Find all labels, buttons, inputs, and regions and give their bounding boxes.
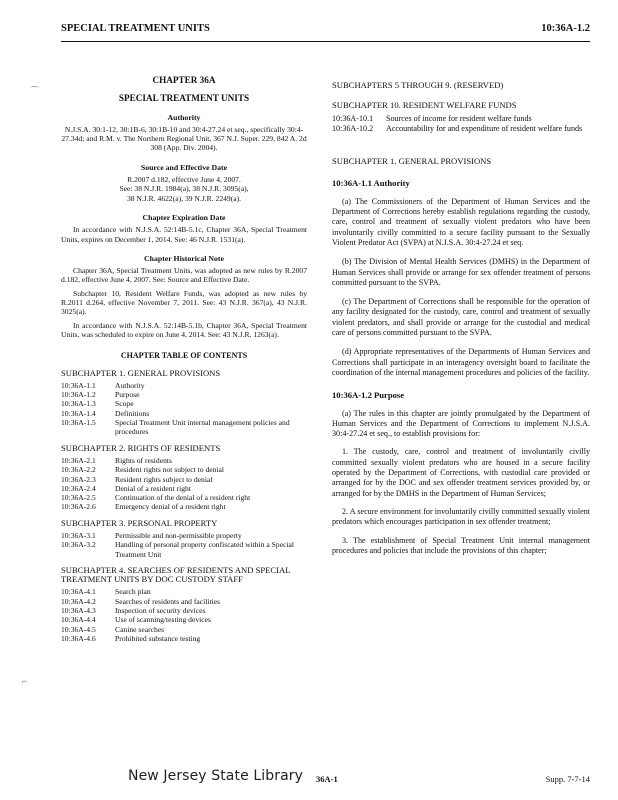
section-number: 10:36A-10.2 xyxy=(332,123,374,133)
section-title: Authority xyxy=(115,380,145,390)
supplement-date: Supp. 7-7-14 xyxy=(545,774,590,784)
table-of-contents xyxy=(61,369,307,644)
section-title: Purpose xyxy=(115,390,140,400)
history-label: Chapter Historical Note xyxy=(144,253,224,263)
toc-entry xyxy=(61,606,307,615)
right-column xyxy=(332,74,590,564)
toc-entry xyxy=(61,625,307,634)
section-number: 10:36A-2.4 xyxy=(61,483,96,493)
toc-entry xyxy=(61,615,307,624)
section-number: 10:36A-4.6 xyxy=(61,633,96,643)
expiration-label: Chapter Expiration Date xyxy=(142,212,226,222)
library-stamp: New Jersey State Library xyxy=(128,768,303,784)
section-title: Canine searches xyxy=(115,624,165,634)
toc-entry xyxy=(61,381,307,390)
section-title: Special Treatment Unit internal management policies and procedures xyxy=(115,418,290,437)
toc-entry xyxy=(61,540,307,559)
section-title: Searches of residents and facilities xyxy=(115,596,221,606)
toc-entry xyxy=(332,124,590,134)
toc-entry xyxy=(332,114,590,124)
section-paragraph: (a) The rules in this chapter are jointly promulgated by the Department of Human Services and the Department of Corrections to implement N.J.S.A. 30:4-27.24 et seq., to establish provisions for: xyxy=(332,408,590,439)
scan-mark-icon: ⌐ xyxy=(22,676,28,686)
section-title: Emergency denial of a resident right xyxy=(115,502,226,512)
section-title: Handling of personal property confiscated within a Special Treatment Unit xyxy=(115,540,295,559)
section-paragraph: (b) The Division of Mental Health Services (DMHS) in the Department of Human Services shall provide or arrange for sex offender treatment of persons committed pursuant to the SVPA. xyxy=(332,257,590,287)
section-number: 10:36A-1.2 xyxy=(61,390,96,400)
section-number: 10:36A-1.1 xyxy=(61,380,96,390)
section-number: 10:36A-2.2 xyxy=(61,465,96,475)
chapter-title: SPECIAL TREATMENT UNITS xyxy=(118,93,250,104)
source-line: 38 N.J.R. 4622(a), 39 N.J.R. 2249(a). xyxy=(126,193,242,203)
header-section: 10:36A-1.2 xyxy=(541,23,590,34)
section-title: Continuation of the denial of a resident right xyxy=(115,493,251,503)
section-title: Sources of income for resident welfare funds xyxy=(386,113,532,123)
section-number: 10:36A-1.5 xyxy=(61,418,96,428)
toc-subchapter-list xyxy=(61,456,307,512)
section-number: 10:36A-3.1 xyxy=(61,530,96,540)
expiration-text: In accordance with N.J.S.A. 52:14B-5.1c, Chapter 36A, Special Treatment Units, expires on December 1, 2014. See: 46 N.J.R. 1531(a). xyxy=(61,225,307,244)
section-title: Permissible and non-permissible property xyxy=(115,530,242,540)
section-number: 10:36A-4.1 xyxy=(61,587,96,597)
section-paragraph: (d) Appropriate representatives of the Departments of Human Services and Corrections shall participate in an interagency oversight board to facilitate the coordination of the internal management procedures and policies of the facility. xyxy=(332,347,590,377)
toc-entry xyxy=(61,418,307,437)
left-column xyxy=(61,74,307,643)
scan-mark-icon: ⌒ xyxy=(30,86,40,96)
toc-subchapter-list xyxy=(61,381,307,437)
toc-entry xyxy=(61,493,307,502)
history-paragraph: Subchapter 10, Resident Welfare Funds, was adopted as new rules by R.2011 d.264, effective November 7, 2011. See: 43 N.J.R. 367(a), 43 N.J.R. 3025(a). xyxy=(61,288,307,317)
toc-subchapter-list xyxy=(61,587,307,643)
toc-entry xyxy=(61,531,307,540)
chapter-number: CHAPTER 36A xyxy=(152,75,216,85)
toc-entry xyxy=(61,484,307,493)
section-number: 10:36A-1.4 xyxy=(61,408,96,418)
section-title: Resident rights not subject to denial xyxy=(115,465,225,475)
section-title: Use of scanning/testing devices xyxy=(115,615,211,625)
toc-entry xyxy=(61,587,307,596)
section-paragraph: (a) The Commissioners of the Department of Human Services and the Department of Corrections hereby establish regulations regarding the custody, care, control and treatment of sexually violent predators who have been involuntarily civilly committed to a secure facility pursuant to the Sexually Violent Predator Act (SVPA) at N.J.S.A. 30:4-27.24 et seq. xyxy=(332,196,590,247)
section-number: 10:36A-3.2 xyxy=(61,540,96,550)
toc-entry xyxy=(61,390,307,399)
toc-subchapter-title: SUBCHAPTER 1. GENERAL PROVISIONS xyxy=(61,367,221,378)
toc-entry xyxy=(61,597,307,606)
section-number: 10:36A-4.3 xyxy=(61,606,96,616)
subchapter-10-title: SUBCHAPTER 10. RESIDENT WELFARE FUNDS xyxy=(332,100,517,111)
toc-entry xyxy=(61,465,307,474)
section-number: 10:36A-2.1 xyxy=(61,455,96,465)
section-number: 10:36A-2.6 xyxy=(61,502,96,512)
toc-entry xyxy=(61,456,307,465)
toc-entry xyxy=(61,399,307,408)
source-line: R.2007 d.182, effective June 4, 2007. xyxy=(127,175,241,185)
section-number: 10:36A-2.5 xyxy=(61,493,96,503)
subchapter-10-list xyxy=(332,114,590,135)
section-number: 10:36A-10.1 xyxy=(332,113,374,123)
section-title: Prohibited substance testing xyxy=(115,633,201,643)
section-number: 10:36A-1.3 xyxy=(61,399,96,409)
header-rule xyxy=(61,41,590,42)
header-title: SPECIAL TREATMENT UNITS xyxy=(61,23,210,34)
page-number: 36A-1 xyxy=(316,774,338,784)
section-number: 10:36A-4.2 xyxy=(61,596,96,606)
section-number: 10:36A-4.5 xyxy=(61,624,96,634)
toc-subchapter-title: SUBCHAPTER 3. PERSONAL PROPERTY xyxy=(61,517,218,528)
section-title: Denial of a resident right xyxy=(115,483,191,493)
history-paragraph: Chapter 36A, Special Treatment Units, was adopted as new rules by R.2007 d.182, effective June 4, 2007. See: Source and Effective Date. xyxy=(61,266,307,285)
section-title: Accountability for and expenditure of resident welfare funds xyxy=(386,123,583,133)
toc-subchapter-list xyxy=(61,531,307,559)
section-paragraph: (c) The Department of Corrections shall be responsible for the operation of any facility designated for the custody, care, control and treatment of sexually violent predators, and shall provide or arrange for the custodial and medical care of persons committed pursuant to the SVPA. xyxy=(332,297,590,338)
section-heading-authority: 10:36A-1.1 Authority xyxy=(332,178,410,189)
reserved-subchapters: SUBCHAPTERS 5 THROUGH 9. (RESERVED) xyxy=(332,80,504,90)
section-title: Scope xyxy=(115,399,134,409)
toc-entry xyxy=(61,634,307,643)
section-paragraph: 1. The custody, care, control and treatment of involuntarily civilly committed sexually violent predators who are housed in a secure facility operated by the Department of Corrections, with custodial care provided or arranged for by the DOC and sex offender treatment services provided by, or arranged for by the DMHS in the Department of Human Services; xyxy=(332,447,590,498)
toc-entry xyxy=(61,409,307,418)
source-label: Source and Effective Date xyxy=(140,162,228,172)
toc-subchapter-title: SUBCHAPTER 2. RIGHTS OF RESIDENTS xyxy=(61,442,221,453)
subchapter-1-heading: SUBCHAPTER 1. GENERAL PROVISIONS xyxy=(332,156,492,167)
toc-entry xyxy=(61,502,307,511)
source-line: See: 38 N.J.R. 1984(a), 38 N.J.R. 3095(a), xyxy=(119,184,249,194)
section-paragraph: 3. The establishment of Special Treatment Unit internal management procedures and policies that include the provisions of this chapter; xyxy=(332,535,590,555)
toc-heading: CHAPTER TABLE OF CONTENTS xyxy=(120,351,248,361)
section-title: Search plan xyxy=(115,587,151,597)
history-paragraph: In accordance with N.J.S.A. 52:14B-5.1b, Chapter 36A, Special Treatment Units, was scheduled to expire on June 4, 2014. See: 43 N.J.R. 1263(a). xyxy=(61,320,307,339)
section-number: 10:36A-4.4 xyxy=(61,615,96,625)
section-heading-purpose: 10:36A-1.2 Purpose xyxy=(332,390,405,401)
section-title: Definitions xyxy=(115,408,150,418)
authority-label: Authority xyxy=(167,112,201,122)
toc-subchapter-title: SUBCHAPTER 4. SEARCHES OF RESIDENTS AND SPECIAL TREATMENT UNITS BY DOC CUSTODY STAFF xyxy=(61,564,291,585)
section-title: Rights of residents xyxy=(115,455,172,465)
section-title: Inspection of security devices xyxy=(115,606,206,616)
section-paragraph: 2. A secure environment for involuntarily civilly committed sexually violent predators which encourages participation in sex offender treatment; xyxy=(332,506,590,527)
section-number: 10:36A-2.3 xyxy=(61,474,96,484)
authority-text: N.J.S.A. 30:1-12, 30:1B-6, 30:1B-10 and 30:4-27.24 et seq., specifically 30:4-27.34d; and R.M. v. The Northern Regional Unit, 367 N.J. Super. 229, 842 A. 2d 308 (App. Div. 2004). xyxy=(61,124,307,153)
toc-entry xyxy=(61,475,307,484)
section-title: Resident rights subject to denial xyxy=(115,474,213,484)
